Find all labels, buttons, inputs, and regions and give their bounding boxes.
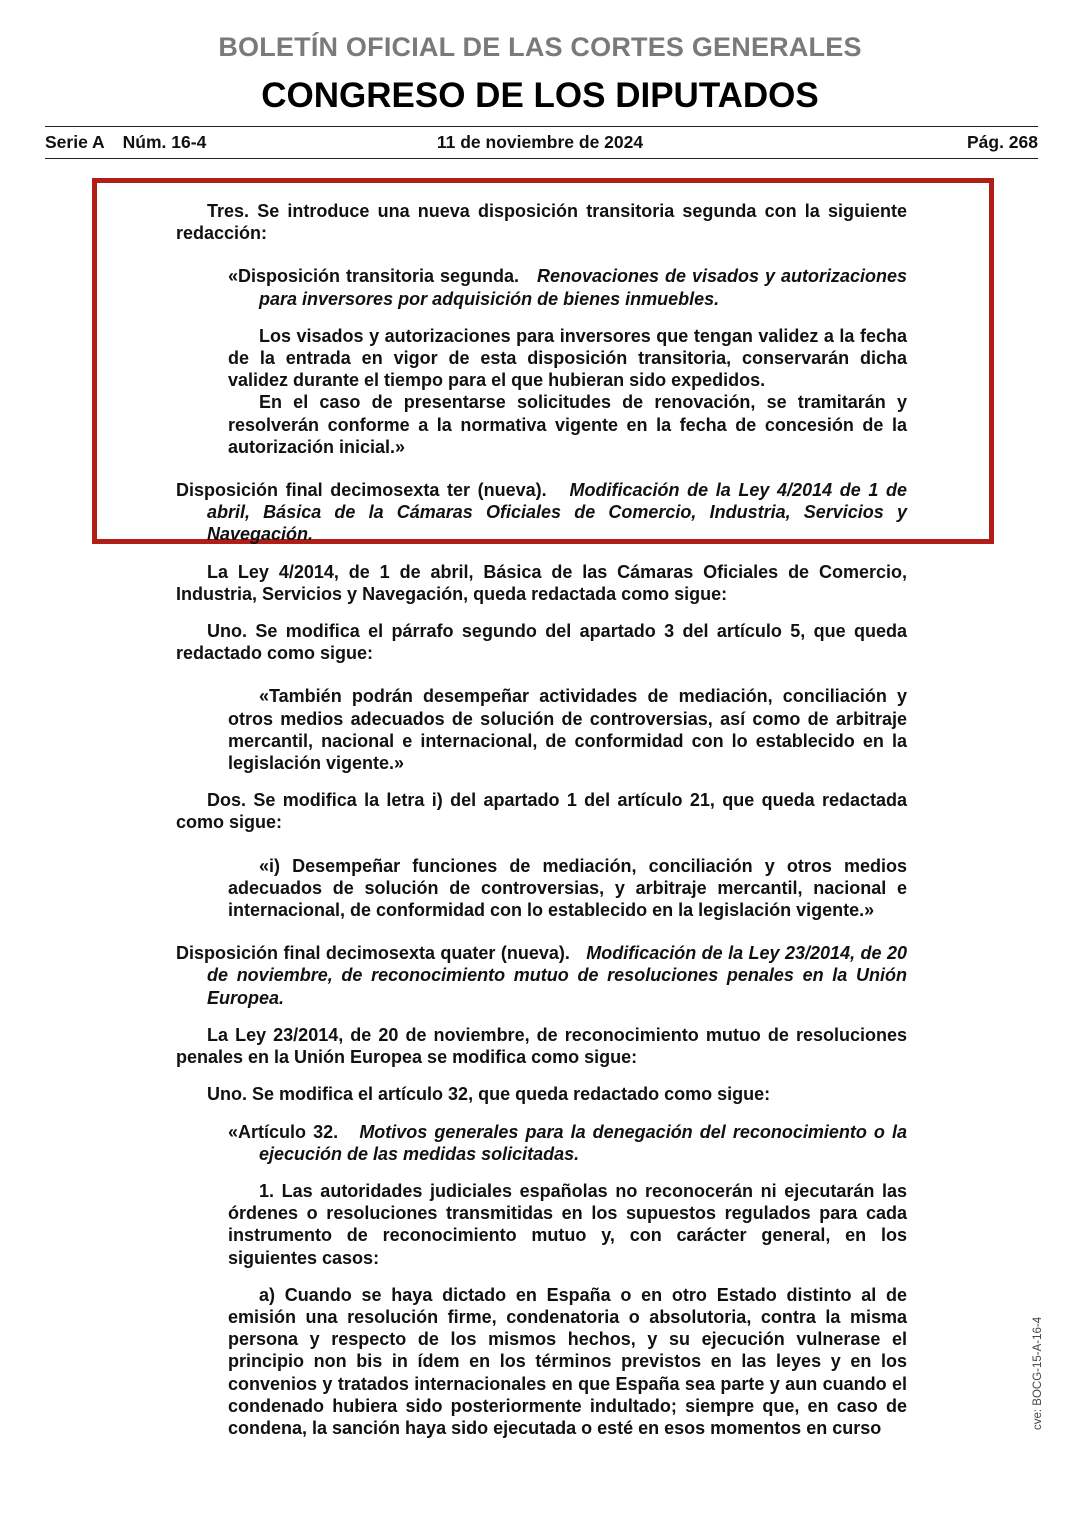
provision-heading — [228, 265, 907, 309]
header-rule-bottom — [45, 158, 1038, 159]
final-provision-quater-title: Modificación de la Ley 23/2014, de 20 de noviembre, de reconocimiento mutuo de resoluciones penales en la Unión Europea. — [207, 943, 907, 1008]
article-32-title: Motivos generales para la denegación del reconocimiento o la ejecución de las medidas solicitadas. — [259, 1121, 907, 1164]
paragraph-renewal: En el caso de presentarse solicitudes de renovación, se tramitarán y resolverán conforme a la normativa vigente en la fecha de concesión de la autorización inicial.» — [228, 392, 907, 457]
document-body — [176, 200, 907, 1439]
paragraph-ley-23-2014: La Ley 23/2014, de 20 de noviembre, de reconocimiento mutuo de resoluciones penales en la Unión Europea se modifica como sigue: — [176, 1024, 907, 1068]
issue-number: Núm. 16-4 — [122, 132, 207, 152]
serie-label: Serie A — [45, 132, 105, 152]
paragraph-tres: Tres. Se introduce una nueva disposición transitoria segunda con la siguiente redacción: — [176, 201, 907, 244]
final-provision-ter-label: Disposición final decimosexta ter (nueva). — [176, 480, 547, 501]
paragraph-uno-art32: Uno. Se modifica el artículo 32, que queda redactado como sigue: — [207, 1084, 771, 1105]
issue-date: 11 de noviembre de 2024 — [436, 132, 644, 152]
paragraph-dos-art21: Dos. Se modifica la letra i) del apartado 1 del artículo 21, que queda redactada como sigue: — [176, 790, 907, 833]
paragraph-ley-4-2014: La Ley 4/2014, de 1 de abril, Básica de las Cámaras Oficiales de Comercio, Industria, Servicios y Navegación, queda redactada como sigue: — [176, 561, 907, 604]
final-provision-quater-heading — [176, 942, 907, 1009]
paragraph-validity: Los visados y autorizaciones para inversores que tengan validez a la fecha de la entrada en vigor de esta disposición transitoria, conservarán dicha validez durante el tiempo para el que hubieran sido expedidos. — [228, 325, 907, 391]
paragraph-mediacion: «También podrán desempeñar actividades de mediación, conciliación y otros medios adecuados de solución de controversias, así como de arbitraje mercantil, nacional e internacional, de conformidad con lo establecido en la legislación vigente.» — [228, 686, 907, 774]
cve-code: cve: BOCG-15-A-16-4 — [1032, 1316, 1044, 1430]
header-rule-top — [45, 126, 1038, 127]
paragraph-uno-art5: Uno. Se modifica el párrafo segundo del apartado 3 del artículo 5, que queda redactado como sigue: — [176, 621, 907, 664]
paragraph-letra-i: «i) Desempeñar funciones de mediación, conciliación y otros medios adecuados de solución de controversias, y arbitraje mercantil, nacional e internacional, de conformidad con lo establecido en la legislación vigente.» — [228, 855, 907, 921]
final-provision-ter-heading — [176, 479, 907, 546]
paragraph-art32-1-a: a) Cuando se haya dictado en España o en otro Estado distinto al de emisión una resolución firme, condenatoria o absolutoria, contra la misma persona y respecto de los mismos hechos, y su ejecución vulnerase el principio non bis in ídem en los términos previstos en las leyes y en los convenios y tratados internacionales en que España sea parte y aun cuando el condenado hubiera sido posteriormente indultado; siempre que, en caso de condena, la sanción haya sido ejecutada o esté en esos momentos en curso — [228, 1284, 907, 1438]
publication-title: BOLETÍN OFICIAL DE LAS CORTES GENERALES — [218, 32, 862, 62]
chamber-title: CONGRESO DE LOS DIPUTADOS — [261, 76, 819, 115]
article-32-label: «Artículo 32. — [228, 1121, 339, 1142]
page-number: Pág. 268 — [966, 132, 1038, 152]
paragraph-art32-1: 1. Las autoridades judiciales españolas no reconocerán ni ejecutarán las órdenes o resoluciones transmitidas en los supuestos regulados para cada instrumento de reconocimiento mutuo y, con carácter general, en los siguientes casos: — [228, 1180, 907, 1268]
article-32-heading — [228, 1121, 907, 1165]
final-provision-ter-title: Modificación de la Ley 4/2014 de 1 de abril, Básica de la Cámaras Oficiales de Comercio, Industria, Servicios y Navegación. — [207, 480, 907, 545]
provision-label: «Disposición transitoria segunda. — [228, 266, 520, 287]
final-provision-quater-label: Disposición final decimosexta quater (nueva). — [176, 943, 570, 964]
provision-title: Renovaciones de visados y autorizaciones para inversores por adquisición de bienes inmuebles. — [259, 266, 907, 309]
